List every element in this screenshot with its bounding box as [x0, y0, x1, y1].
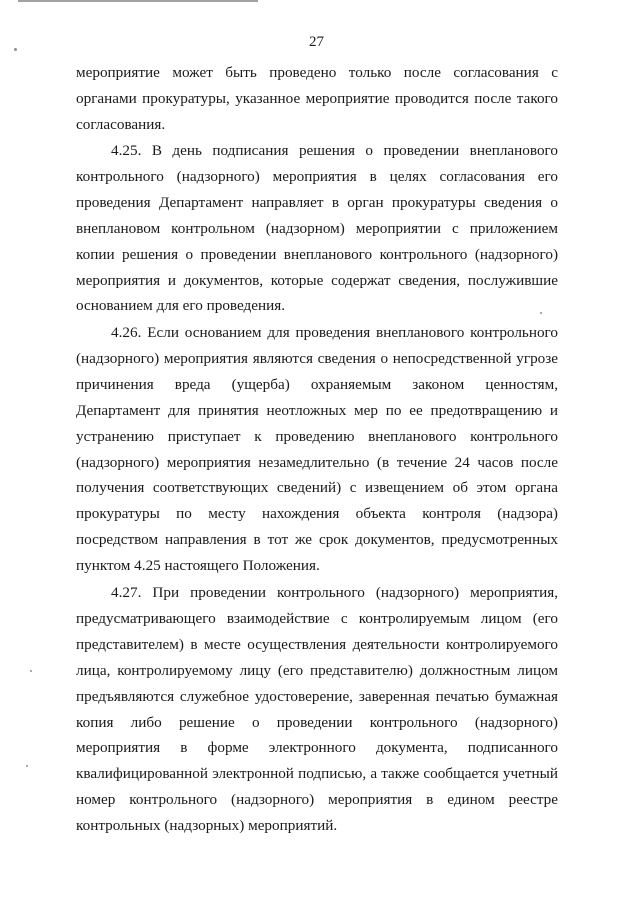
paragraph-4-27 — [76, 580, 558, 839]
scan-speck — [30, 670, 32, 672]
scan-speck — [26, 765, 28, 767]
paragraph-text: мероприятие может быть проведено только после согласования с органами прокуратуры, указанное мероприятие проводится после такого согласования. — [76, 64, 558, 133]
paragraph-intro — [76, 60, 558, 138]
scan-speck — [540, 312, 542, 314]
paragraph-4-26 — [76, 320, 558, 579]
scan-speck — [14, 48, 17, 51]
paragraph-text: 4.25. В день подписания решения о проведении внепланового контрольного (надзорного) мероприятия в целях согласования его проведения Департамент направляет в орган прокуратуры сведения о внеплановом контрольном (надзорном) мероприятии с приложением копии решения о проведении внепланового контрольного (надзорного) мероприятия и документов, которые содержат сведения, послужившие основанием для его проведения. — [76, 142, 558, 315]
paragraph-text: 4.26. Если основанием для проведения внепланового контрольного (надзорного) мероприятия являются сведения о непосредственной угрозе причинения вреда (ущерба) охраняемым законом ценностям, Департамент для принятия неотложных мер по ее предотвращению и устранению приступает к проведению внепланового контрольного (надзорного) мероприятия незамедлительно (в течение 24 часов после получения соответствующих сведений) с извещением об этом органа прокуратуры по месту нахождения объекта контроля (надзора) посредством направления в тот же срок документов, предусмотренных пунктом 4.25 настоящего Положения. — [76, 324, 558, 575]
paragraph-text: 4.27. При проведении контрольного (надзорного) мероприятия, предусматривающего взаимодействие с контролируемым лицом (его представителем) в месте осуществления деятельности контролируемого лица, контролируемому лицу (его представителю) должностным лицом предъявляются служебное удостоверение, заверенная печатью бумажная копия либо решение о проведении контрольного (надзорного) мероприятия в форме электронного документа, подписанного квалифицированной электронной подписью, а также сообщается учетный номер контрольного (надзорного) мероприятия в едином реестре контрольных (надзорных) мероприятий. — [76, 584, 558, 835]
page-number: 27 — [309, 34, 324, 50]
scan-top-edge — [18, 0, 258, 2]
paragraph-4-25 — [76, 138, 558, 319]
